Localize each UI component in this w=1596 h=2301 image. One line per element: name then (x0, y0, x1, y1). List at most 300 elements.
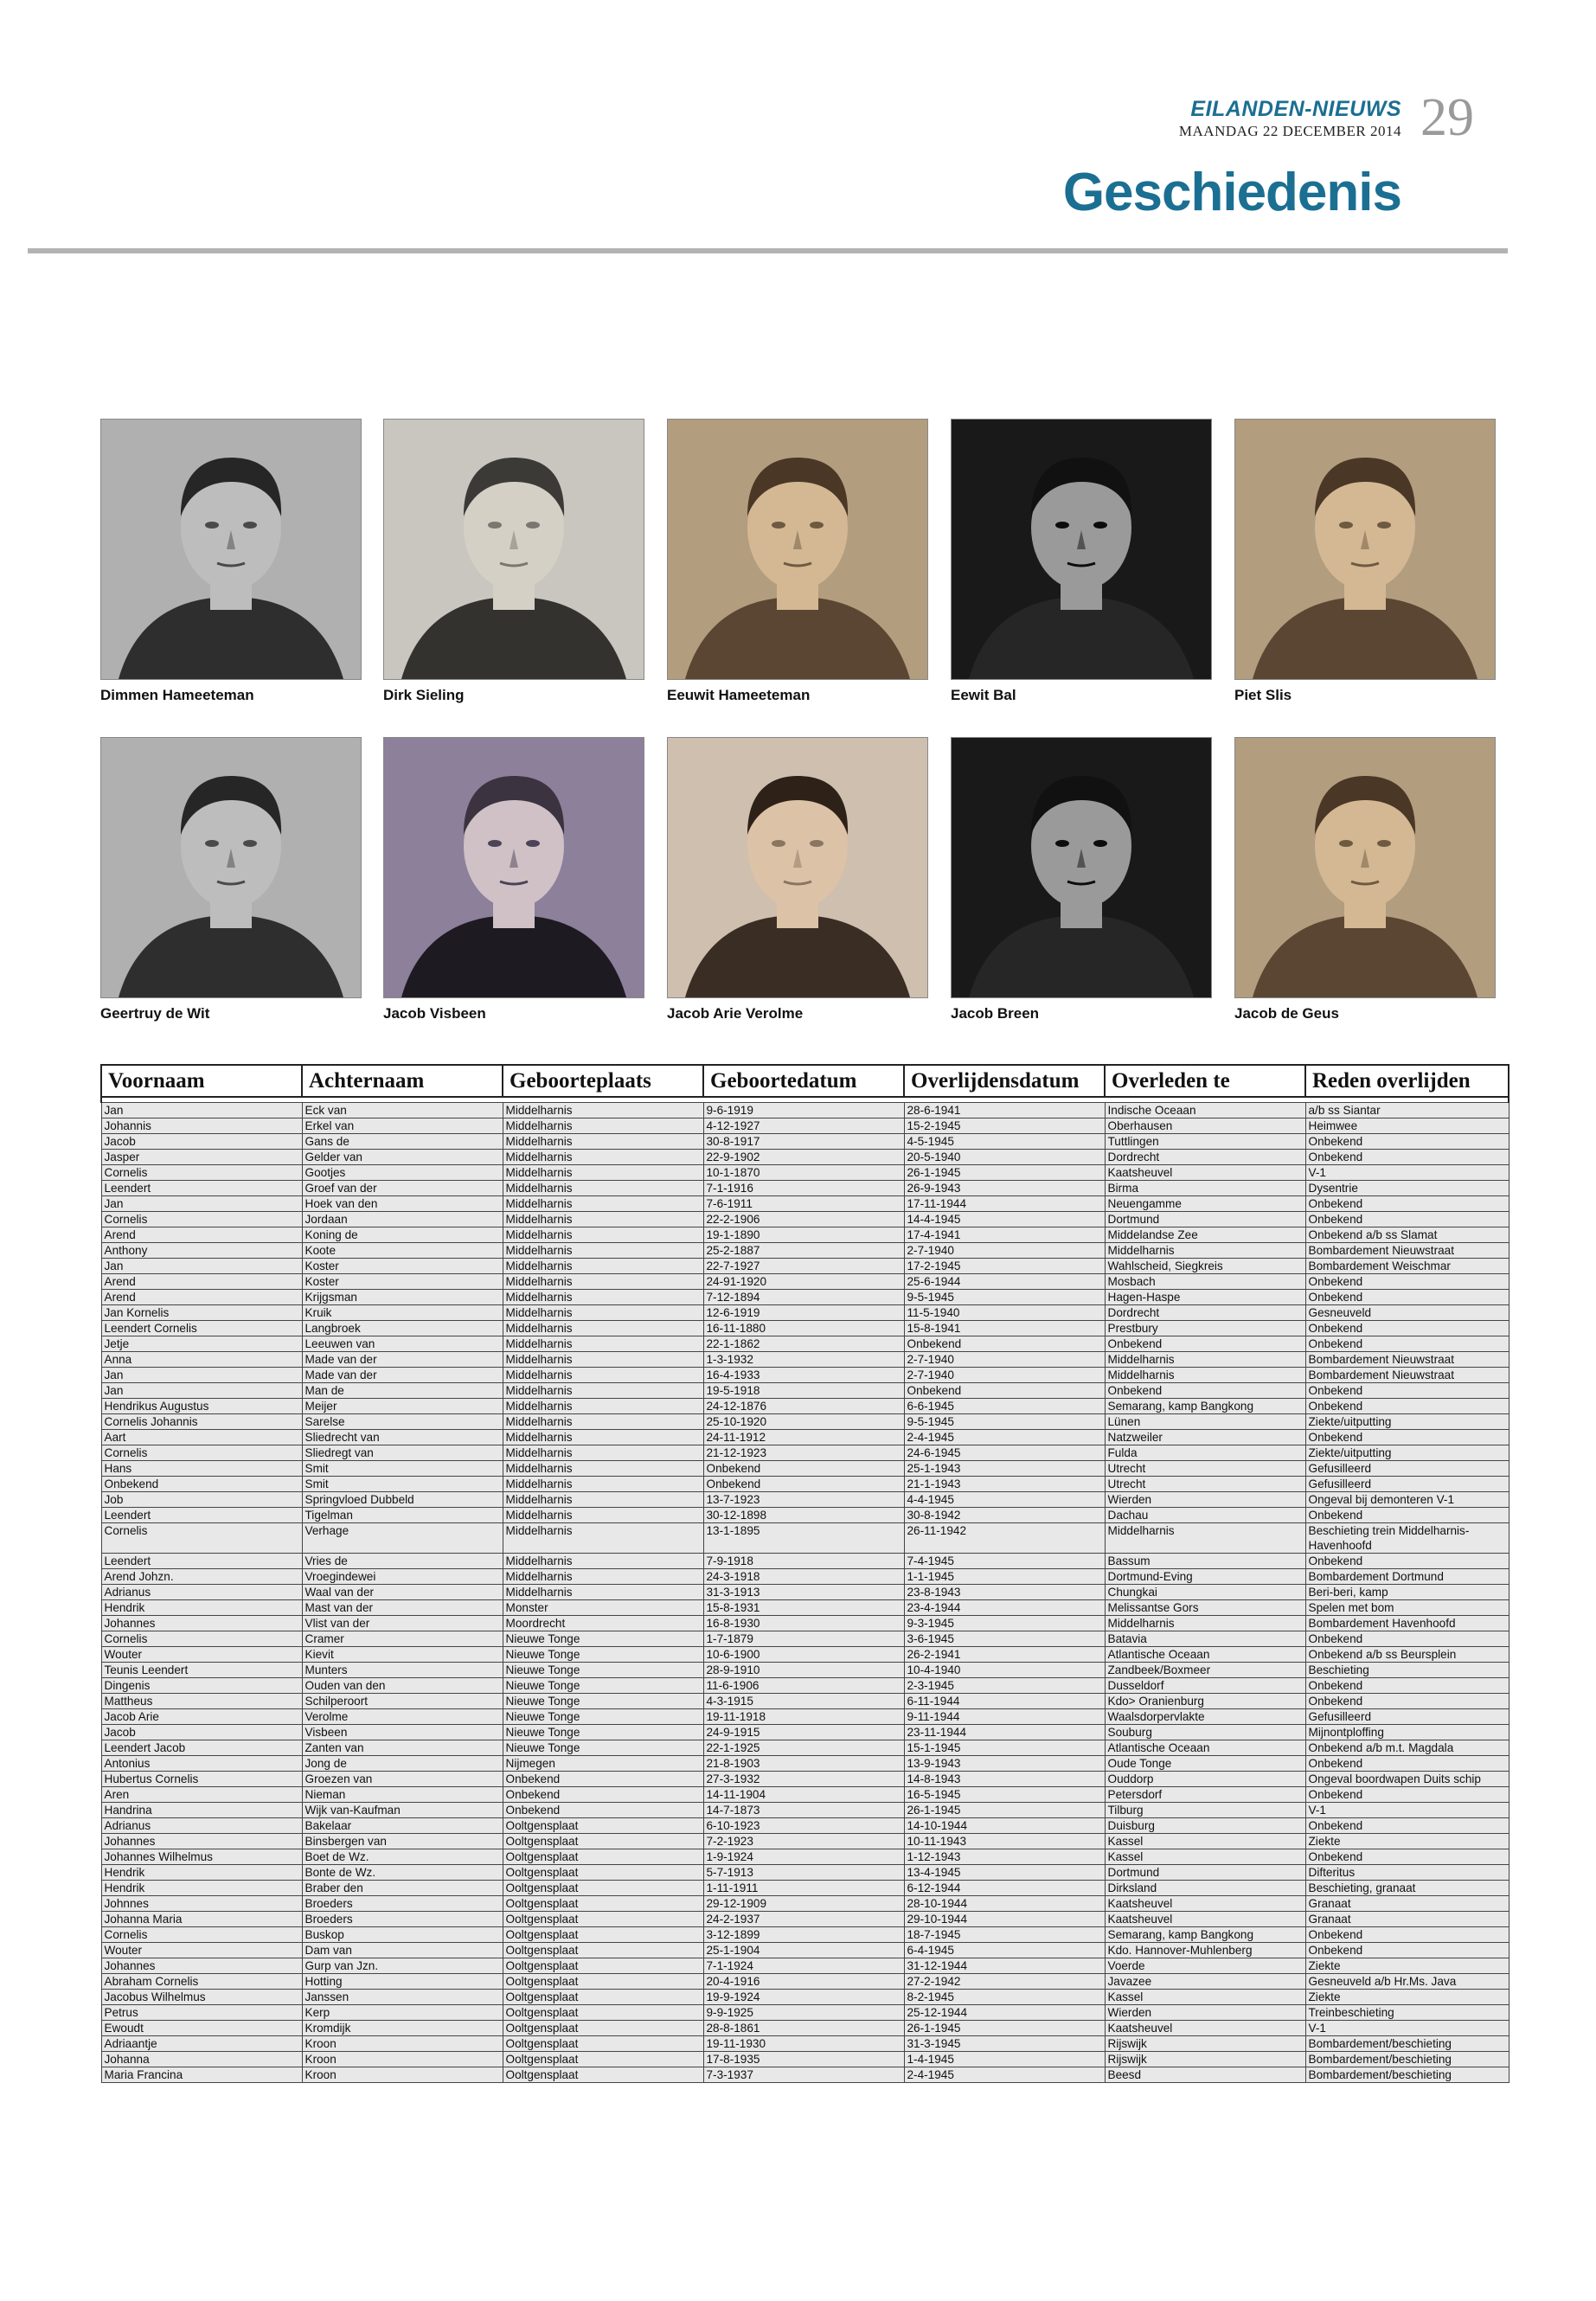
table-cell: Johnnes (101, 1896, 302, 1912)
table-row (101, 1818, 1509, 1834)
table-cell: Rijswijk (1105, 2036, 1305, 2052)
table-cell: Onbekend (503, 1787, 703, 1803)
table-cell: 13-1-1895 (703, 1523, 904, 1554)
table-cell: Adrianus (101, 1585, 302, 1600)
table-cell: Aren (101, 1787, 302, 1803)
table-cell: Tilburg (1105, 1803, 1305, 1818)
table-cell: 2-7-1940 (904, 1368, 1105, 1383)
table-cell: 20-4-1916 (703, 1974, 904, 1990)
table-cell: 26-1-1945 (904, 2021, 1105, 2036)
table-cell: 26-11-1942 (904, 1523, 1105, 1554)
table-cell: Middelharnis (503, 1290, 703, 1305)
portrait-photo (383, 419, 644, 680)
table-cell: 1-3-1932 (703, 1352, 904, 1368)
table-cell: 24-11-1912 (703, 1430, 904, 1445)
table-cell: Middelharnis (503, 1477, 703, 1492)
table-cell: 26-9-1943 (904, 1181, 1105, 1196)
table-cell: Koning de (302, 1227, 503, 1243)
table-cell: Langbroek (302, 1321, 503, 1336)
table-cell: 12-6-1919 (703, 1305, 904, 1321)
table-cell: Adriaantje (101, 2036, 302, 2052)
table-cell: Middelharnis (503, 1383, 703, 1399)
table-cell: 19-11-1918 (703, 1709, 904, 1725)
table-cell: Bakelaar (302, 1818, 503, 1834)
table-cell: Jan (101, 1383, 302, 1399)
table-cell: 5-7-1913 (703, 1865, 904, 1881)
table-cell: Hagen-Haspe (1105, 1290, 1305, 1305)
table-cell: 2-4-1945 (904, 2067, 1105, 2083)
table-cell: Dortmund-Eving (1105, 1569, 1305, 1585)
table-cell: a/b ss Siantar (1305, 1103, 1509, 1118)
table-cell: Leeuwen van (302, 1336, 503, 1352)
table-cell: 24-9-1915 (703, 1725, 904, 1740)
table-cell: Cornelis Johannis (101, 1414, 302, 1430)
table-cell: Onbekend (1305, 1150, 1509, 1165)
table-cell: Granaat (1305, 1912, 1509, 1927)
table-cell: Gans de (302, 1134, 503, 1150)
portrait-caption: Jacob Breen (951, 1005, 1040, 1022)
table-cell: Onbekend (1305, 1631, 1509, 1647)
table-cell: Wierden (1105, 1492, 1305, 1508)
table-cell: Hendrik (101, 1600, 302, 1616)
table-cell: 13-7-1923 (703, 1492, 904, 1508)
table-row (101, 1958, 1509, 1974)
table-cell: Kaatsheuvel (1105, 1912, 1305, 1927)
table-cell: 26-1-1945 (904, 1803, 1105, 1818)
table-cell: Middelharnis (503, 1508, 703, 1523)
table-cell: Middelharnis (503, 1103, 703, 1118)
table-row (101, 1990, 1509, 2005)
table-row (101, 1523, 1509, 1554)
table-cell: Onbekend a/b m.t. Magdala (1305, 1740, 1509, 1756)
table-cell: 25-6-1944 (904, 1274, 1105, 1290)
table-cell: Onbekend (1105, 1383, 1305, 1399)
table-cell: Tuttlingen (1105, 1134, 1305, 1150)
table-cell: Bombardement Havenhoofd (1305, 1616, 1509, 1631)
table-cell: Tigelman (302, 1508, 503, 1523)
table-cell: 25-12-1944 (904, 2005, 1105, 2021)
portrait-photo (951, 737, 1212, 998)
table-row (101, 1803, 1509, 1818)
table-cell: Oude Tonge (1105, 1756, 1305, 1772)
table-cell: Arend (101, 1290, 302, 1305)
table-cell: 6-10-1923 (703, 1818, 904, 1834)
table-cell: Onbekend (1305, 1849, 1509, 1865)
table-cell: Jacob (101, 1134, 302, 1150)
table-row (101, 1305, 1509, 1321)
table-cell: 19-9-1924 (703, 1990, 904, 2005)
table-cell: Nieuwe Tonge (503, 1631, 703, 1647)
table-row (101, 1212, 1509, 1227)
table-cell: 30-8-1917 (703, 1134, 904, 1150)
table-cell: Wierden (1105, 2005, 1305, 2021)
table-cell: Middelharnis (503, 1569, 703, 1585)
table-cell: 1-12-1943 (904, 1849, 1105, 1865)
table-cell: Indische Oceaan (1105, 1103, 1305, 1118)
table-cell: Dortmund (1105, 1865, 1305, 1881)
table-cell: Wouter (101, 1647, 302, 1663)
table-cell: 28-9-1910 (703, 1663, 904, 1678)
table-cell: Boet de Wz. (302, 1849, 503, 1865)
table-cell: 10-4-1940 (904, 1663, 1105, 1678)
table-row (101, 1118, 1509, 1134)
table-cell: 25-2-1887 (703, 1243, 904, 1259)
table-cell: Natzweiler (1105, 1430, 1305, 1445)
table-cell: 31-3-1913 (703, 1585, 904, 1600)
table-cell: Treinbeschieting (1305, 2005, 1509, 2021)
portrait-photo (951, 419, 1212, 680)
table-cell: Bombardement/beschieting (1305, 2036, 1509, 2052)
portrait-photo (1234, 419, 1496, 680)
table-cell: Onbekend (703, 1461, 904, 1477)
table-cell: Bombardement Nieuwstraat (1305, 1352, 1509, 1368)
table-cell: Ooltgensplaat (503, 2036, 703, 2052)
table-row (101, 1865, 1509, 1881)
table-cell: Middelharnis (1105, 1616, 1305, 1631)
table-cell: Semarang, kamp Bangkong (1105, 1927, 1305, 1943)
table-cell: Gootjes (302, 1165, 503, 1181)
table-cell: Ziekte (1305, 1990, 1509, 2005)
table-cell: Broeders (302, 1912, 503, 1927)
table-cell: 14-4-1945 (904, 1212, 1105, 1227)
table-cell: 15-2-1945 (904, 1118, 1105, 1134)
table-cell: 23-11-1944 (904, 1725, 1105, 1740)
table-row (101, 1943, 1509, 1958)
table-cell: Wahlscheid, Siegkreis (1105, 1259, 1305, 1274)
table-cell: Johannes (101, 1958, 302, 1974)
table-cell: Johannes (101, 1834, 302, 1849)
table-cell: Prestbury (1105, 1321, 1305, 1336)
table-cell: Ziekte (1305, 1834, 1509, 1849)
table-cell: 21-8-1903 (703, 1756, 904, 1772)
table-cell: 11-6-1906 (703, 1678, 904, 1694)
table-cell: 9-11-1944 (904, 1709, 1105, 1725)
table-cell: Middelharnis (503, 1150, 703, 1165)
table-cell: Kassel (1105, 1990, 1305, 2005)
table-cell: Difteritus (1305, 1865, 1509, 1881)
table-cell: Onbekend (1305, 1554, 1509, 1569)
portrait-photo (1234, 737, 1496, 998)
table-cell: Utrecht (1105, 1461, 1305, 1477)
table-cell: Ongeval boordwapen Duits schip (1305, 1772, 1509, 1787)
table-cell: Groef van der (302, 1181, 503, 1196)
table-cell: 6-6-1945 (904, 1399, 1105, 1414)
table-cell: Teunis Leendert (101, 1663, 302, 1678)
table-cell: Jan (101, 1259, 302, 1274)
table-cell: Chungkai (1105, 1585, 1305, 1600)
table-cell: Kassel (1105, 1834, 1305, 1849)
portrait-caption: Eeuwit Hameeteman (667, 687, 811, 703)
table-cell: Middelharnis (1105, 1352, 1305, 1368)
table-cell: 29-12-1909 (703, 1896, 904, 1912)
table-cell: Ouddorp (1105, 1772, 1305, 1787)
table-cell: Onbekend (1305, 1196, 1509, 1212)
table-cell: 1-7-1879 (703, 1631, 904, 1647)
table-cell: Jetje (101, 1336, 302, 1352)
table-cell: Ooltgensplaat (503, 1990, 703, 2005)
table-cell: Onbekend (1305, 1321, 1509, 1336)
table-cell: Dirksland (1105, 1881, 1305, 1896)
table-cell: 22-1-1925 (703, 1740, 904, 1756)
table-cell: 30-8-1942 (904, 1508, 1105, 1523)
table-cell: Gefusilleerd (1305, 1709, 1509, 1725)
table-cell: 23-8-1943 (904, 1585, 1105, 1600)
table-row (101, 2067, 1509, 2083)
table-cell: Middelharnis (503, 1368, 703, 1383)
table-cell: Handrina (101, 1803, 302, 1818)
table-cell: Dachau (1105, 1508, 1305, 1523)
table-cell: 22-7-1927 (703, 1259, 904, 1274)
table-cell: 1-9-1924 (703, 1849, 904, 1865)
table-cell: Rijswijk (1105, 2052, 1305, 2067)
table-cell: Kroon (302, 2067, 503, 2083)
table-cell: 14-10-1944 (904, 1818, 1105, 1834)
table-cell: Birma (1105, 1181, 1305, 1196)
table-cell: Johannis (101, 1118, 302, 1134)
table-cell: 11-5-1940 (904, 1305, 1105, 1321)
table-cell: Sliedregt van (302, 1445, 503, 1461)
table-cell: 31-3-1945 (904, 2036, 1105, 2052)
table-cell: Jan Kornelis (101, 1305, 302, 1321)
table-cell: 7-2-1923 (703, 1834, 904, 1849)
table-cell: 16-5-1945 (904, 1787, 1105, 1803)
table-cell: 14-8-1943 (904, 1772, 1105, 1787)
table-cell: Cornelis (101, 1165, 302, 1181)
table-cell: Abraham Cornelis (101, 1974, 302, 1990)
table-cell: 13-4-1945 (904, 1865, 1105, 1881)
table-cell: Cornelis (101, 1927, 302, 1943)
table-row (101, 1678, 1509, 1694)
table-cell: 9-5-1945 (904, 1290, 1105, 1305)
table-cell: 31-12-1944 (904, 1958, 1105, 1974)
table-row (101, 1600, 1509, 1616)
table-cell: Vlist van der (302, 1616, 503, 1631)
table-row (101, 1508, 1509, 1523)
header-voornaam: Voornaam (101, 1065, 302, 1097)
table-cell: 17-2-1945 (904, 1259, 1105, 1274)
table-cell: Kromdijk (302, 2021, 503, 2036)
table-cell: Cramer (302, 1631, 503, 1647)
header-achternaam: Achternaam (302, 1065, 503, 1097)
table-cell: 14-7-1873 (703, 1803, 904, 1818)
table-cell: 22-2-1906 (703, 1212, 904, 1227)
table-cell: Kaatsheuvel (1105, 1165, 1305, 1181)
table-cell: Munters (302, 1663, 503, 1678)
table-cell: Nieuwe Tonge (503, 1694, 703, 1709)
table-cell: Ooltgensplaat (503, 2021, 703, 2036)
table-cell: Jasper (101, 1150, 302, 1165)
table-row (101, 1492, 1509, 1508)
table-cell: Koote (302, 1243, 503, 1259)
table-cell: Dingenis (101, 1678, 302, 1694)
portrait-caption: Eewit Bal (951, 687, 1016, 703)
table-cell: Onbekend (1305, 1212, 1509, 1227)
table-cell: Johannes (101, 1616, 302, 1631)
table-cell: Gurp van Jzn. (302, 1958, 503, 1974)
table-row (101, 1227, 1509, 1243)
table-cell: 27-2-1942 (904, 1974, 1105, 1990)
table-cell: Johannes Wilhelmus (101, 1849, 302, 1865)
table-cell: Mosbach (1105, 1274, 1305, 1290)
portrait-photo (667, 737, 928, 998)
header-geboorteplaats: Geboorteplaats (503, 1065, 703, 1097)
table-cell: Erkel van (302, 1118, 503, 1134)
table-cell: 17-8-1935 (703, 2052, 904, 2067)
table-cell: Beschieting (1305, 1663, 1509, 1678)
table-cell: Atlantische Oceaan (1105, 1740, 1305, 1756)
table-cell: Nieuwe Tonge (503, 1725, 703, 1740)
table-cell: 4-12-1927 (703, 1118, 904, 1134)
table-cell: Onbekend (1305, 1678, 1509, 1694)
table-cell: Kaatsheuvel (1105, 2021, 1305, 2036)
portrait-caption: Piet Slis (1234, 687, 1292, 703)
table-cell: 1-4-1945 (904, 2052, 1105, 2067)
table-cell: 1-11-1911 (703, 1881, 904, 1896)
table-cell: 24-12-1876 (703, 1399, 904, 1414)
table-cell: 10-11-1943 (904, 1834, 1105, 1849)
portrait-photo (100, 737, 362, 998)
table-cell: Leendert Jacob (101, 1740, 302, 1756)
table-cell: 6-4-1945 (904, 1943, 1105, 1958)
table-cell: Onbekend (1305, 1508, 1509, 1523)
table-cell: Bonte de Wz. (302, 1865, 503, 1881)
table-cell: Voerde (1105, 1958, 1305, 1974)
table-row (101, 1259, 1509, 1274)
table-cell: Made van der (302, 1352, 503, 1368)
table-row (101, 1740, 1509, 1756)
table-cell: 23-4-1944 (904, 1600, 1105, 1616)
header-overlijdensdatum: Overlijdensdatum (904, 1065, 1105, 1097)
table-cell: 17-11-1944 (904, 1196, 1105, 1212)
table-row (101, 1290, 1509, 1305)
table-cell: Vries de (302, 1554, 503, 1569)
table-cell: Nijmegen (503, 1756, 703, 1772)
table-cell: Janssen (302, 1990, 503, 2005)
table-cell: Onbekend (1305, 1927, 1509, 1943)
table-cell: Middelharnis (503, 1461, 703, 1477)
table-cell: 16-4-1933 (703, 1368, 904, 1383)
table-row (101, 1134, 1509, 1150)
table-cell: 7-1-1924 (703, 1958, 904, 1974)
table-cell: Kaatsheuvel (1105, 1896, 1305, 1912)
table-cell: Aart (101, 1430, 302, 1445)
table-cell: Hendrikus Augustus (101, 1399, 302, 1414)
table-cell: 14-11-1904 (703, 1787, 904, 1803)
table-cell: Leendert (101, 1508, 302, 1523)
table-row (101, 1896, 1509, 1912)
table-cell: 24-91-1920 (703, 1274, 904, 1290)
table-row (101, 1569, 1509, 1585)
table-cell: Gefusilleerd (1305, 1477, 1509, 1492)
victims-table (100, 1064, 1509, 2083)
table-cell: Kroon (302, 2052, 503, 2067)
table-cell: Ooltgensplaat (503, 1912, 703, 1927)
table-row (101, 1196, 1509, 1212)
portrait-caption: Jacob de Geus (1234, 1005, 1339, 1022)
table-cell: 3-6-1945 (904, 1631, 1105, 1647)
table-cell: Buskop (302, 1927, 503, 1943)
table-cell: 6-11-1944 (904, 1694, 1105, 1709)
portrait-caption: Jacob Arie Verolme (667, 1005, 804, 1022)
table-cell: Onbekend (1305, 1818, 1509, 1834)
table-row (101, 1881, 1509, 1896)
table-cell: 26-1-1945 (904, 1165, 1105, 1181)
table-cell: 10-1-1870 (703, 1165, 904, 1181)
table-cell: 7-4-1945 (904, 1554, 1105, 1569)
table-cell: Job (101, 1492, 302, 1508)
table-cell: 2-7-1940 (904, 1352, 1105, 1368)
table-cell: 19-11-1930 (703, 2036, 904, 2052)
table-cell: 22-9-1902 (703, 1150, 904, 1165)
table-cell: Beschieting trein Middelharnis-Havenhoofd (1305, 1523, 1509, 1554)
table-row (101, 1585, 1509, 1600)
header-geboortedatum: Geboortedatum (703, 1065, 904, 1097)
table-cell: Ewoudt (101, 2021, 302, 2036)
table-row (101, 1336, 1509, 1352)
table-cell: Dusseldorf (1105, 1678, 1305, 1694)
table-cell: Middelharnis (503, 1492, 703, 1508)
table-cell: 7-6-1911 (703, 1196, 904, 1212)
header-rule (28, 248, 1508, 253)
table-cell: Zanten van (302, 1740, 503, 1756)
table-cell: Nieuwe Tonge (503, 1663, 703, 1678)
table-cell: Braber den (302, 1881, 503, 1896)
table-row (101, 1352, 1509, 1368)
table-cell: Gefusilleerd (1305, 1461, 1509, 1477)
table-cell: 9-3-1945 (904, 1616, 1105, 1631)
table-row (101, 1150, 1509, 1165)
header-overleden-te: Overleden te (1105, 1065, 1305, 1097)
table-row (101, 1834, 1509, 1849)
table-cell: Moordrecht (503, 1616, 703, 1631)
table-cell: Mattheus (101, 1694, 302, 1709)
table-cell: 7-1-1916 (703, 1181, 904, 1196)
table-cell: Middelandse Zee (1105, 1227, 1305, 1243)
table-cell: Semarang, kamp Bangkong (1105, 1399, 1305, 1414)
masthead (1133, 97, 1401, 140)
table-cell: Arend Johzn. (101, 1569, 302, 1585)
table-cell: 24-3-1918 (703, 1569, 904, 1585)
table-cell: Onbekend (1305, 1383, 1509, 1399)
table-cell: Middelharnis (503, 1212, 703, 1227)
table-cell: Onbekend (1105, 1336, 1305, 1352)
table-cell: Granaat (1305, 1896, 1509, 1912)
table-cell: Middelharnis (503, 1181, 703, 1196)
table-row (101, 1243, 1509, 1259)
table-cell: Ooltgensplaat (503, 1974, 703, 1990)
table-cell: V-1 (1305, 1165, 1509, 1181)
table-cell: Onbekend a/b ss Slamat (1305, 1227, 1509, 1243)
table-cell: Onbekend (101, 1477, 302, 1492)
table-cell: Middelharnis (503, 1196, 703, 1212)
table-cell: Fulda (1105, 1445, 1305, 1461)
table-cell: Middelharnis (503, 1305, 703, 1321)
table-cell: Binsbergen van (302, 1834, 503, 1849)
table-cell: Ooltgensplaat (503, 2005, 703, 2021)
table-cell: Kruik (302, 1305, 503, 1321)
table-cell: Verolme (302, 1709, 503, 1725)
table-row (101, 2021, 1509, 2036)
table-cell: Zandbeek/Boxmeer (1105, 1663, 1305, 1678)
table-cell: Ooltgensplaat (503, 1927, 703, 1943)
table-cell: V-1 (1305, 2021, 1509, 2036)
table-cell: 9-9-1925 (703, 2005, 904, 2021)
table-row (101, 1445, 1509, 1461)
table-cell: 2-4-1945 (904, 1430, 1105, 1445)
table-row (101, 1554, 1509, 1569)
table-cell: Smit (302, 1461, 503, 1477)
table-cell: Nieuwe Tonge (503, 1740, 703, 1756)
